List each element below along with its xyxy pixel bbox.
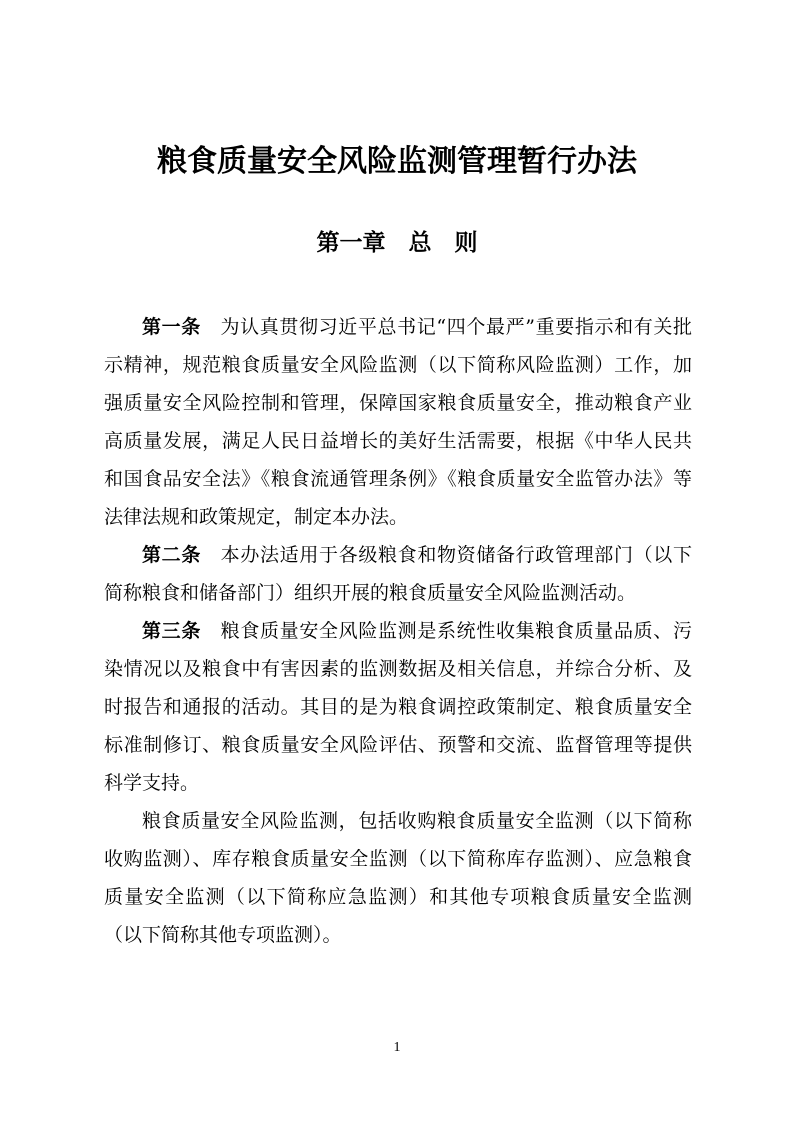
article-text: 本办法适用于各级粮食和物资储备行政管理部门（以下简称粮食和储备部门）组织开展的粮食质量安全风险监测活动。 xyxy=(104,544,692,604)
article-3 xyxy=(104,612,692,802)
document-title: 粮食质量安全风险监测管理暂行办法 xyxy=(157,144,637,179)
article-label: 第一条 xyxy=(142,316,201,338)
document-body xyxy=(104,308,692,954)
page-number: 1 xyxy=(393,1040,401,1055)
article-text: 粮食质量安全风险监测是系统性收集粮食质量品质、污染情况以及粮食中有害因素的监测数据及相关信息，并综合分析、及时报告和通报的活动。其目的是为粮食调控政策制定、粮食质量安全标准制修订、粮食质量安全风险评估、预警和交流、监督管理等提供科学支持。 xyxy=(104,620,692,794)
article-label: 第三条 xyxy=(142,620,201,642)
article-text: 粮食质量安全风险监测，包括收购粮食质量安全监测（以下简称收购监测）、库存粮食质量安全监测（以下简称库存监测）、应急粮食质量安全监测（以下简称应急监测）和其他专项粮食质量安全监测（以下简称其他专项监测）。 xyxy=(104,810,692,946)
article-2 xyxy=(104,536,692,612)
article-label: 第二条 xyxy=(142,544,201,566)
article-1 xyxy=(104,308,692,536)
article-text: 为认真贯彻习近平总书记“四个最严”重要指示和有关批示精神，规范粮食质量安全风险监测（以下简称风险监测）工作，加强质量安全风险控制和管理，保障国家粮食质量安全，推动粮食产业高质量发展，满足人民日益增长的美好生活需要，根据《中华人民共和国食品安全法》《粮食流通管理条例》《粮食质量安全监管办法》等法律法规和政策规定，制定本办法。 xyxy=(104,316,692,528)
article-3-continued xyxy=(104,802,692,954)
chapter-heading: 第一章 总 则 xyxy=(316,230,478,256)
